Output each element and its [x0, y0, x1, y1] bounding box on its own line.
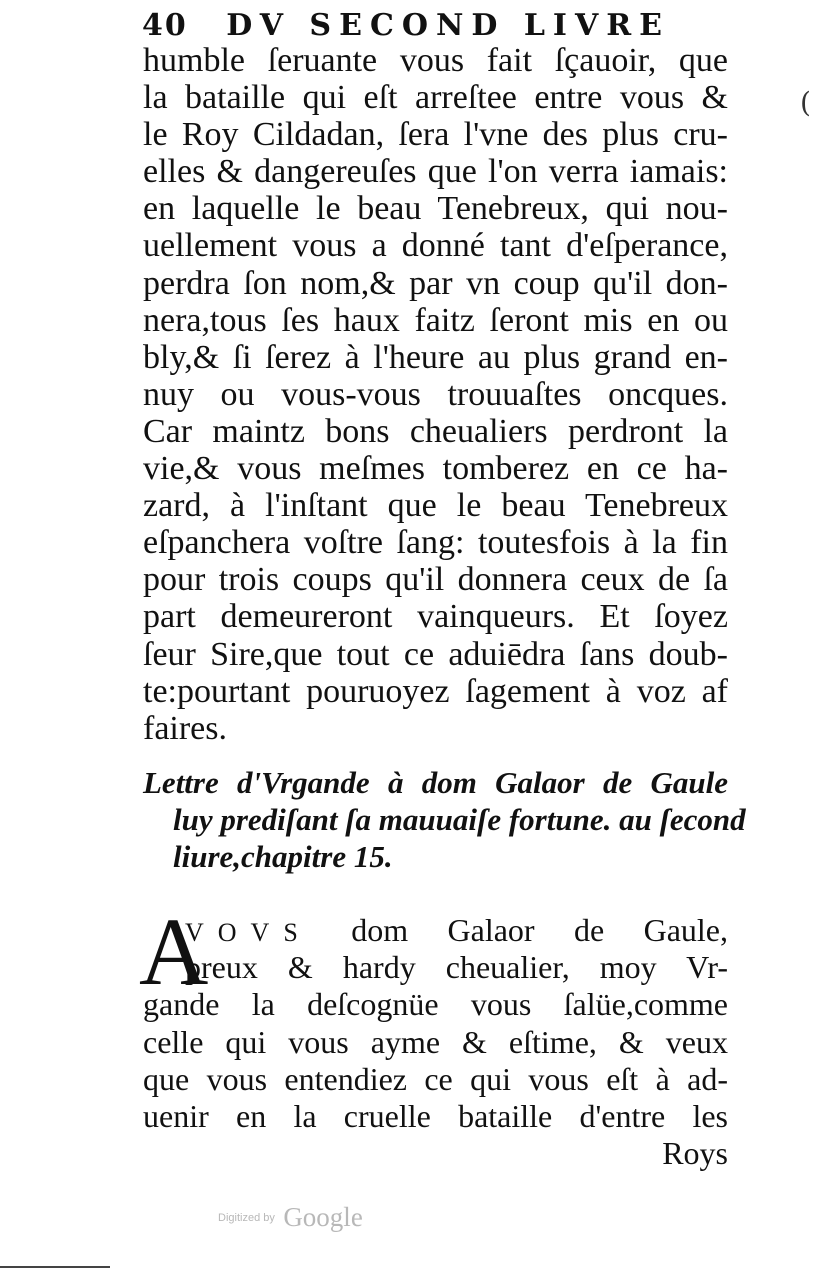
running-head	[142, 8, 722, 44]
text-line: perdra ſon nom,& par vn coup qu'il don-	[143, 264, 728, 302]
text-line: en laquelle le beau Tenebreux, qui nou-	[143, 190, 728, 228]
heading-line: luy prediſant ſa mauuaiſe fortune. au ſecond	[173, 802, 746, 837]
text-line: eſpanchera voſtre ſang: toutesfois à la fin	[143, 524, 728, 562]
letter-first-line	[143, 912, 728, 949]
text-line: uellement vous a donné tant d'eſperance,	[143, 227, 728, 265]
letter-line: uenir en la cruelle bataille d'entre les	[143, 1097, 728, 1134]
text-line: nuy ou vous-vous trouuaſtes oncques.	[143, 375, 728, 413]
text-line: bly,& ſi ſerez à l'heure au plus grand en-	[143, 338, 728, 376]
drop-cap: A	[139, 898, 209, 1005]
section-heading	[143, 764, 746, 875]
scan-edge-rule	[0, 1266, 110, 1268]
text-line: elles & dangereuſes que l'on verra iamais:	[143, 153, 728, 191]
text-line: pour trois coups qu'il donnera ceux de ſa	[143, 561, 728, 599]
letter-line: celle qui vous ayme & eſtime, & veux	[143, 1023, 728, 1060]
catchword: Roys	[662, 1135, 728, 1172]
letter-line: que vous entendiez ce qui vous eſt à ad-	[143, 1060, 728, 1097]
small-caps-word: VOVS	[185, 918, 312, 947]
text-line: le Roy Cildadan, ſera l'vne des plus cru-	[143, 116, 728, 154]
text-line: Car maintz bons cheualiers perdront la	[143, 412, 728, 450]
letter-line: gande la deſcognüe vous ſalüe,comme	[143, 986, 728, 1023]
first-line-rest: dom Galaor de Gaule,	[351, 912, 729, 948]
text-line: la bataille qui eſt arreſtee entre vous &	[143, 79, 728, 117]
heading-line: Lettre d'Vrgande à dom Galaor de Gaule	[143, 765, 728, 800]
letter-text	[139, 898, 729, 1172]
text-line: ſeur Sire,que tout ce aduiēdra ſans doub-	[143, 635, 728, 673]
running-title: DV SECOND LIVRE	[226, 8, 671, 43]
body-paragraph	[143, 42, 728, 747]
text-line: vie,& vous meſmes tomberez en ce ha-	[143, 450, 728, 488]
watermark-logo-text: Google	[283, 1202, 363, 1232]
text-line: humble ſeruante vous fait ſçauoir, que	[143, 42, 728, 79]
text-line: zard, à l'inſtant que le beau Tenebreux	[143, 487, 728, 525]
text-line: faires.	[143, 709, 228, 747]
text-line: part demeureront vainqueurs. Et ſoyez	[143, 598, 728, 636]
margin-mark: (	[800, 86, 811, 119]
watermark-prefix: Digitized by	[218, 1211, 275, 1224]
page-number: 40	[142, 8, 188, 43]
text-line: nera,tous ſes haux faitz ſeront mis en ou	[143, 301, 728, 339]
letter-line: preux & hardy cheualier, moy Vr-	[185, 949, 728, 986]
digitization-watermark	[218, 1202, 363, 1233]
text-line: te:pourtant pouruoyez ſagement à voz af	[143, 672, 728, 710]
heading-line: liure,chapitre 15.	[173, 839, 393, 874]
